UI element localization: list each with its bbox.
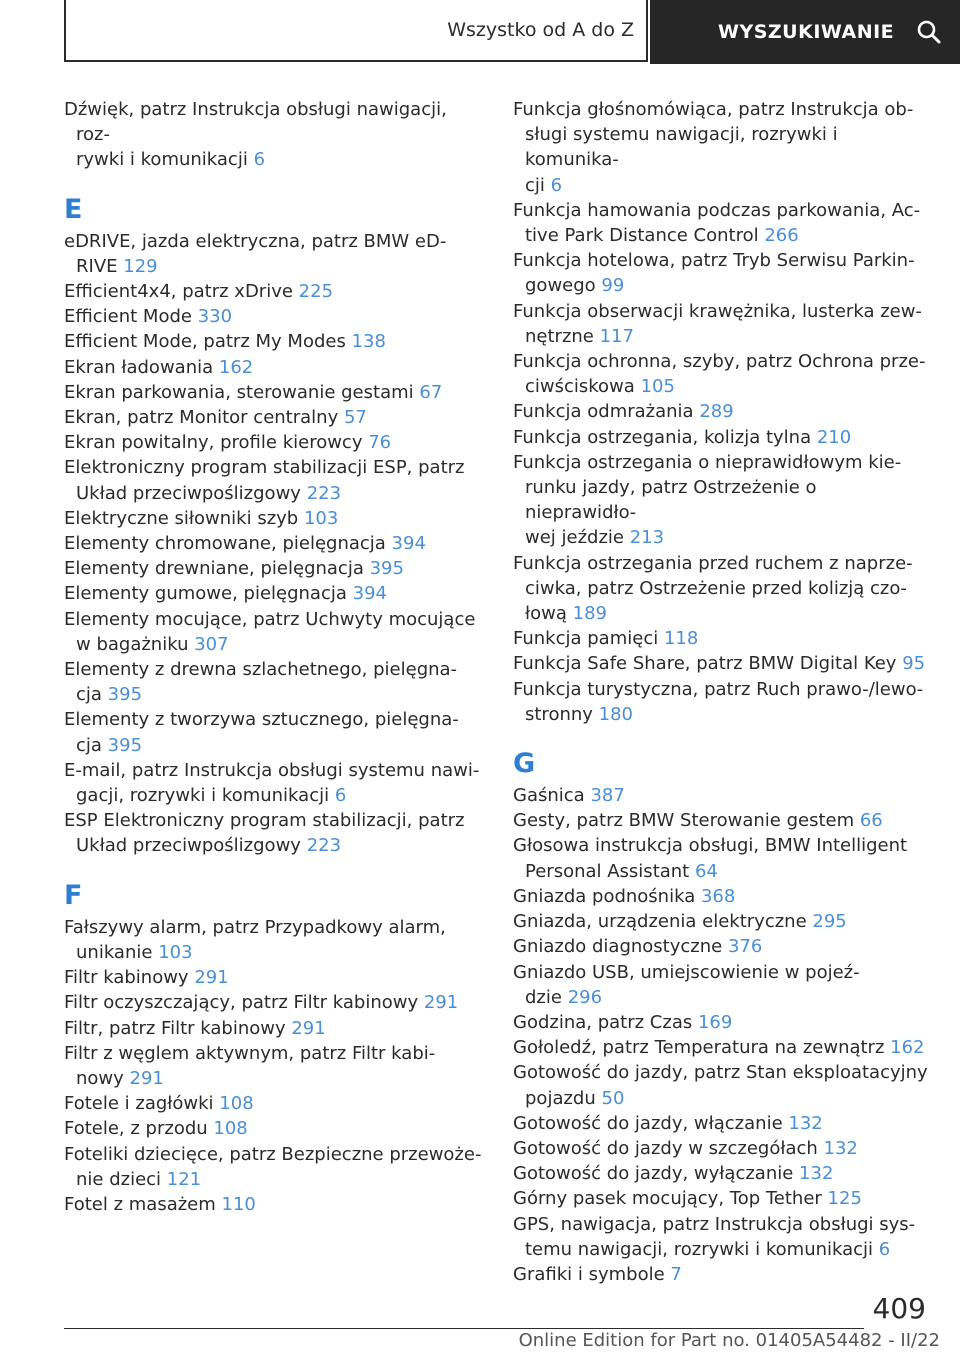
- index-entry-text: Gniazda, urządzenia elektryczne: [513, 911, 807, 933]
- page-reference-link[interactable]: 330: [197, 306, 233, 328]
- index-entry: [513, 450, 933, 551]
- index-entry-text: wej jeździe: [525, 527, 624, 549]
- index-entry-text: Godzina, patrz Czas: [513, 1011, 693, 1033]
- page-reference-link[interactable]: 223: [306, 835, 342, 857]
- index-entry: [64, 1091, 484, 1116]
- page-reference-link[interactable]: 76: [368, 432, 392, 454]
- index-entry-text: Foteliki dziecięce, patrz Bezpieczne przewoże‐: [64, 1143, 482, 1165]
- index-entry-text: Funkcja ostrzegania przed ruchem z naprze‐: [513, 552, 913, 574]
- index-entry: [64, 1041, 484, 1091]
- index-entry: [513, 425, 933, 450]
- index-entry: [513, 551, 933, 627]
- index-entry: [513, 97, 933, 198]
- page-number: 409: [872, 1292, 926, 1325]
- page-reference-link[interactable]: 169: [697, 1011, 733, 1033]
- page-reference-link[interactable]: 121: [166, 1168, 202, 1190]
- index-entry: [513, 677, 933, 727]
- page-reference-link[interactable]: 6: [878, 1238, 891, 1260]
- page-reference-link[interactable]: 67: [419, 381, 443, 403]
- index-entry: [513, 1136, 933, 1161]
- index-letter-heading: G: [513, 748, 536, 780]
- index-entry-text: Elektroniczny program stabilizacji ESP, patrz: [64, 457, 465, 479]
- index-entry-text: Funkcja odmrażania: [513, 401, 694, 423]
- index-column-right: [513, 97, 933, 1287]
- index-entry: [64, 607, 484, 657]
- page-reference-link[interactable]: 6: [334, 785, 347, 807]
- search-icon: [916, 19, 942, 45]
- edition-note: Online Edition for Part no. 01405A54482 - II/22: [518, 1330, 940, 1351]
- index-entry-text: nowy: [76, 1067, 124, 1089]
- index-entry: [64, 707, 484, 757]
- page-reference-link[interactable]: 296: [567, 986, 603, 1008]
- index-entry: [64, 329, 484, 354]
- index-letter-heading: F: [64, 879, 83, 911]
- index-entry: [513, 960, 933, 1010]
- index-entry: [64, 1142, 484, 1192]
- index-entry: [64, 380, 484, 405]
- index-entry-text: pojazdu: [525, 1087, 596, 1109]
- index-entry-text: ciwściskowa: [525, 376, 635, 398]
- index-entry-text: Funkcja hamowania podczas parkowania, Ac‐: [513, 199, 921, 221]
- index-entry-text: Ekran, patrz Monitor centralny: [64, 407, 339, 429]
- page-reference-link[interactable]: 295: [812, 911, 847, 933]
- page-reference-link[interactable]: 291: [291, 1017, 326, 1039]
- index-entry-text: Głosowa instrukcja obsługi, BMW Intelligent: [513, 835, 908, 857]
- index-entry-text: Elementy mocujące, patrz Uchwyty mocujące: [64, 608, 476, 630]
- index-entry-text: Gotowość do jazdy, wyłączanie: [513, 1163, 794, 1185]
- index-entry-text: Filtr kabinowy: [64, 967, 189, 989]
- index-entry: [513, 833, 933, 883]
- index-entry: [513, 1111, 933, 1136]
- page-reference-link[interactable]: 117: [599, 325, 634, 347]
- page-reference-link[interactable]: 95: [902, 653, 926, 675]
- index-entry: [513, 783, 933, 808]
- page-reference-link[interactable]: 7: [670, 1263, 682, 1285]
- index-entry-text: Gniazdo diagnostyczne: [513, 936, 723, 958]
- index-entry: [64, 915, 484, 965]
- index-entry: [64, 229, 484, 279]
- page-reference-link[interactable]: 132: [823, 1137, 858, 1159]
- index-entry: [513, 399, 933, 424]
- index-entry-text: Elementy chromowane, pielęgnacja: [64, 533, 386, 555]
- index-entry-text: temu nawigacji, rozrywki i komunikacji: [525, 1238, 874, 1260]
- index-entry: [64, 965, 484, 990]
- page-reference-link[interactable]: 6: [550, 174, 563, 196]
- index-entry-text: Funkcja obserwacji krawężnika, lusterka zew‐: [513, 300, 922, 322]
- index-entry-text: Gołoledź, patrz Temperatura na zewnątrz: [513, 1037, 885, 1059]
- index-entry: [513, 1035, 933, 1060]
- page-reference-link[interactable]: 368: [700, 885, 736, 907]
- page-reference-link[interactable]: 395: [107, 684, 143, 706]
- index-entry-text: E-mail, patrz Instrukcja obsługi systemu nawi‐: [64, 759, 480, 781]
- index-entry-text: Funkcja głośnomówiąca, patrz Instrukcja ob‐: [513, 99, 914, 120]
- index-entry-text: Gniazdo USB, umiejscowienie w pojeź‐: [513, 961, 860, 983]
- index-entry: [64, 531, 484, 556]
- page-reference-link[interactable]: 180: [598, 703, 634, 725]
- index-entry-text: w bagażniku: [76, 633, 189, 655]
- index-entry-text: Personal Assistant: [525, 860, 690, 882]
- index-entry-text: Funkcja ostrzegania, kolizja tylna: [513, 426, 812, 448]
- index-entry: [513, 299, 933, 349]
- index-entry-text: sługi systemu nawigacji, rozrywki i komunika‐: [525, 124, 838, 171]
- index-entry: [64, 97, 484, 173]
- page-reference-link[interactable]: 103: [158, 941, 193, 963]
- page-reference-link[interactable]: 129: [123, 255, 158, 277]
- index-entry-text: dzie: [525, 986, 562, 1008]
- index-entry: [64, 430, 484, 455]
- page-reference-link[interactable]: 162: [218, 356, 254, 378]
- index-entry-text: nie dzieci: [76, 1168, 162, 1190]
- index-entry: [64, 455, 484, 505]
- page-reference-link[interactable]: 108: [219, 1093, 254, 1115]
- index-entry-text: Elementy drewniane, pielęgnacja: [64, 558, 364, 580]
- index-entry-text: Gaśnica: [513, 785, 585, 807]
- index-entry-text: cja: [76, 684, 102, 706]
- index-entry: [513, 1161, 933, 1186]
- index-entry: [64, 1192, 484, 1217]
- page-reference-link[interactable]: 225: [298, 281, 334, 303]
- page-reference-link[interactable]: 138: [351, 331, 386, 353]
- index-entry-text: rywki i komunikacji: [76, 149, 248, 171]
- page-reference-link[interactable]: 395: [107, 734, 143, 756]
- index-entry-text: RIVE: [76, 255, 118, 277]
- index-entry-text: stronny: [525, 703, 593, 725]
- index-entry-text: Funkcja ostrzegania o nieprawidłowym kie‐: [513, 451, 902, 473]
- index-entry-text: Elementy z tworzywa sztucznego, pielęgna‐: [64, 709, 459, 731]
- index-entry-text: Efficient Mode: [64, 306, 192, 328]
- index-entry-text: Filtr z węglem aktywnym, patrz Filtr kabi‐: [64, 1042, 436, 1064]
- index-entry: [64, 657, 484, 707]
- index-entry-text: Fałszywy alarm, patrz Przypadkowy alarm,: [64, 916, 446, 938]
- page-reference-link[interactable]: 394: [352, 583, 387, 605]
- page-reference-link[interactable]: 213: [629, 527, 665, 549]
- page-reference-link[interactable]: 291: [423, 992, 459, 1014]
- page-reference-link[interactable]: 266: [764, 225, 799, 247]
- page-reference-link[interactable]: 289: [699, 401, 734, 423]
- a-to-z-label: Wszystko od A do Z: [447, 19, 634, 41]
- index-entry-text: cja: [76, 734, 102, 756]
- index-entry-text: Gesty, patrz BMW Sterowanie gestem: [513, 810, 855, 832]
- index-entry: [513, 651, 933, 676]
- index-entry: [513, 1262, 933, 1287]
- index-entry: [64, 581, 484, 606]
- index-entry: [64, 556, 484, 581]
- index-entry: [513, 884, 933, 909]
- page-reference-link[interactable]: 223: [306, 482, 342, 504]
- index-entry-text: Filtr, patrz Filtr kabinowy: [64, 1017, 286, 1039]
- page-reference-link[interactable]: 50: [601, 1087, 625, 1109]
- index-entry: [513, 1212, 933, 1262]
- index-entry-text: Elementy gumowe, pielęgnacja: [64, 583, 347, 605]
- page-reference-link[interactable]: 110: [221, 1193, 256, 1215]
- index-entry-text: unikanie: [76, 941, 153, 963]
- index-entry-text: Ekran parkowania, sterowanie gestami: [64, 381, 414, 403]
- index-entry-text: Funkcja pamięci: [513, 628, 659, 650]
- page-reference-link[interactable]: 99: [601, 275, 625, 297]
- index-entry: [513, 626, 933, 651]
- page-reference-link[interactable]: 64: [694, 860, 718, 882]
- page-reference-link[interactable]: 395: [369, 558, 404, 580]
- index-entry: [64, 808, 484, 858]
- index-entry-text: ESP Elektroniczny program stabilizacji, patrz: [64, 810, 465, 832]
- index-entry-text: Układ przeciwpoślizgowy: [76, 835, 301, 857]
- page-reference-link[interactable]: 132: [799, 1163, 834, 1185]
- index-entry: [513, 198, 933, 248]
- index-entry: [513, 349, 933, 399]
- page-reference-link[interactable]: 291: [194, 967, 229, 989]
- index-entry-text: nętrzne: [525, 325, 594, 347]
- index-entry-text: tive Park Distance Control: [525, 225, 759, 247]
- index-entry-text: Elektryczne siłowniki szyb: [64, 507, 299, 529]
- index-entry-text: Funkcja ochronna, szyby, patrz Ochrona prze‐: [513, 351, 926, 373]
- index-entry-text: Gniazda podnośnika: [513, 885, 696, 907]
- index-entry: [64, 506, 484, 531]
- index-entry: [513, 1010, 933, 1035]
- index-entry-text: gacji, rozrywki i komunikacji: [76, 785, 330, 807]
- page-reference-link[interactable]: 376: [727, 936, 763, 958]
- index-entry: [513, 909, 933, 934]
- page-reference-link[interactable]: 6: [253, 149, 266, 171]
- index-entry-text: Gotowość do jazdy w szczegółach: [513, 1137, 818, 1159]
- index-entry: [513, 808, 933, 833]
- index-entry-text: Ekran ładowania: [64, 356, 214, 378]
- page-reference-link[interactable]: 387: [590, 785, 625, 807]
- index-entry-text: Fotele, z przodu: [64, 1118, 208, 1140]
- a-to-z-tab[interactable]: [64, 0, 648, 62]
- page-reference-link[interactable]: 105: [640, 376, 675, 398]
- index-entry-text: Dźwięk, patrz Instrukcja obsługi nawigacji, roz‐: [64, 99, 447, 146]
- index-entry-text: Grafiki i symbole: [513, 1263, 665, 1285]
- index-entry: [64, 990, 484, 1015]
- index-entry-text: Funkcja turystyczna, patrz Ruch prawo-/lewo‐: [513, 678, 924, 700]
- index-entry-text: Ekran powitalny, profile kierowcy: [64, 432, 363, 454]
- page-reference-link[interactable]: 307: [194, 633, 229, 655]
- page-reference-link[interactable]: 291: [129, 1067, 164, 1089]
- page-reference-link[interactable]: 118: [663, 628, 699, 650]
- page-reference-link[interactable]: 66: [859, 810, 883, 832]
- index-entry-text: Fotele i zagłówki: [64, 1093, 214, 1115]
- index-entry-text: eDRIVE, jazda elektryczna, patrz BMW eD‐: [64, 230, 447, 252]
- page-reference-link[interactable]: 210: [816, 426, 852, 448]
- index-entry: [513, 1186, 933, 1211]
- index-entry-text: Filtr oczyszczający, patrz Filtr kabinowy: [64, 992, 419, 1014]
- page-reference-link[interactable]: 57: [343, 407, 367, 429]
- page-reference-link[interactable]: 132: [788, 1112, 823, 1134]
- index-entry-text: łową: [525, 603, 567, 625]
- index-entry: [513, 1060, 933, 1110]
- header: [0, 0, 960, 66]
- index-entry-text: Funkcja hotelowa, patrz Tryb Serwisu Parkin‐: [513, 250, 915, 272]
- index-entry-text: Efficient4x4, patrz xDrive: [64, 281, 293, 303]
- index-entry: [64, 304, 484, 329]
- index-entry-text: Gotowość do jazdy, patrz Stan eksploatacyjny: [513, 1062, 928, 1084]
- index-entry-text: Układ przeciwpoślizgowy: [76, 482, 301, 504]
- index-entry-text: Funkcja Safe Share, patrz BMW Digital Key: [513, 653, 897, 675]
- page-reference-link[interactable]: 125: [827, 1188, 862, 1210]
- index-entry: [64, 1116, 484, 1141]
- index-entry-text: gowego: [525, 275, 596, 297]
- search-label: WYSZUKIWANIE: [718, 21, 895, 43]
- index-entry-text: runku jazdy, patrz Ostrzeżenie o nieprawidło‐: [525, 477, 817, 524]
- index-column-left: [64, 97, 484, 1217]
- search-button[interactable]: [650, 0, 960, 64]
- index-entry-text: cji: [525, 174, 545, 196]
- index-entry-text: Górny pasek mocujący, Top Tether: [513, 1188, 822, 1210]
- index-entry-text: GPS, nawigacja, patrz Instrukcja obsługi sys‐: [513, 1213, 916, 1235]
- index-entry: [64, 1016, 484, 1041]
- index-entry: [513, 934, 933, 959]
- index-entry: [64, 405, 484, 430]
- index-entry-text: Elementy z drewna szlachetnego, pielęgna‐: [64, 659, 458, 681]
- page-reference-link[interactable]: 189: [572, 603, 607, 625]
- index-entry-text: ciwka, patrz Ostrzeżenie przed kolizją czo‐: [525, 577, 907, 599]
- index-entry: [513, 248, 933, 298]
- page-reference-link[interactable]: 394: [391, 533, 426, 555]
- index-entry: [64, 758, 484, 808]
- index-entry: [64, 355, 484, 380]
- index-entry: [64, 279, 484, 304]
- footer-divider: [64, 1328, 864, 1329]
- page-reference-link[interactable]: 162: [890, 1037, 925, 1059]
- page-reference-link[interactable]: 103: [303, 507, 339, 529]
- page-reference-link[interactable]: 108: [213, 1118, 248, 1140]
- index-letter-heading: E: [64, 193, 83, 225]
- index-entry-text: Gotowość do jazdy, włączanie: [513, 1112, 783, 1134]
- index-entry-text: Efficient Mode, patrz My Modes: [64, 331, 346, 353]
- index-entry-text: Fotel z masażem: [64, 1193, 216, 1215]
